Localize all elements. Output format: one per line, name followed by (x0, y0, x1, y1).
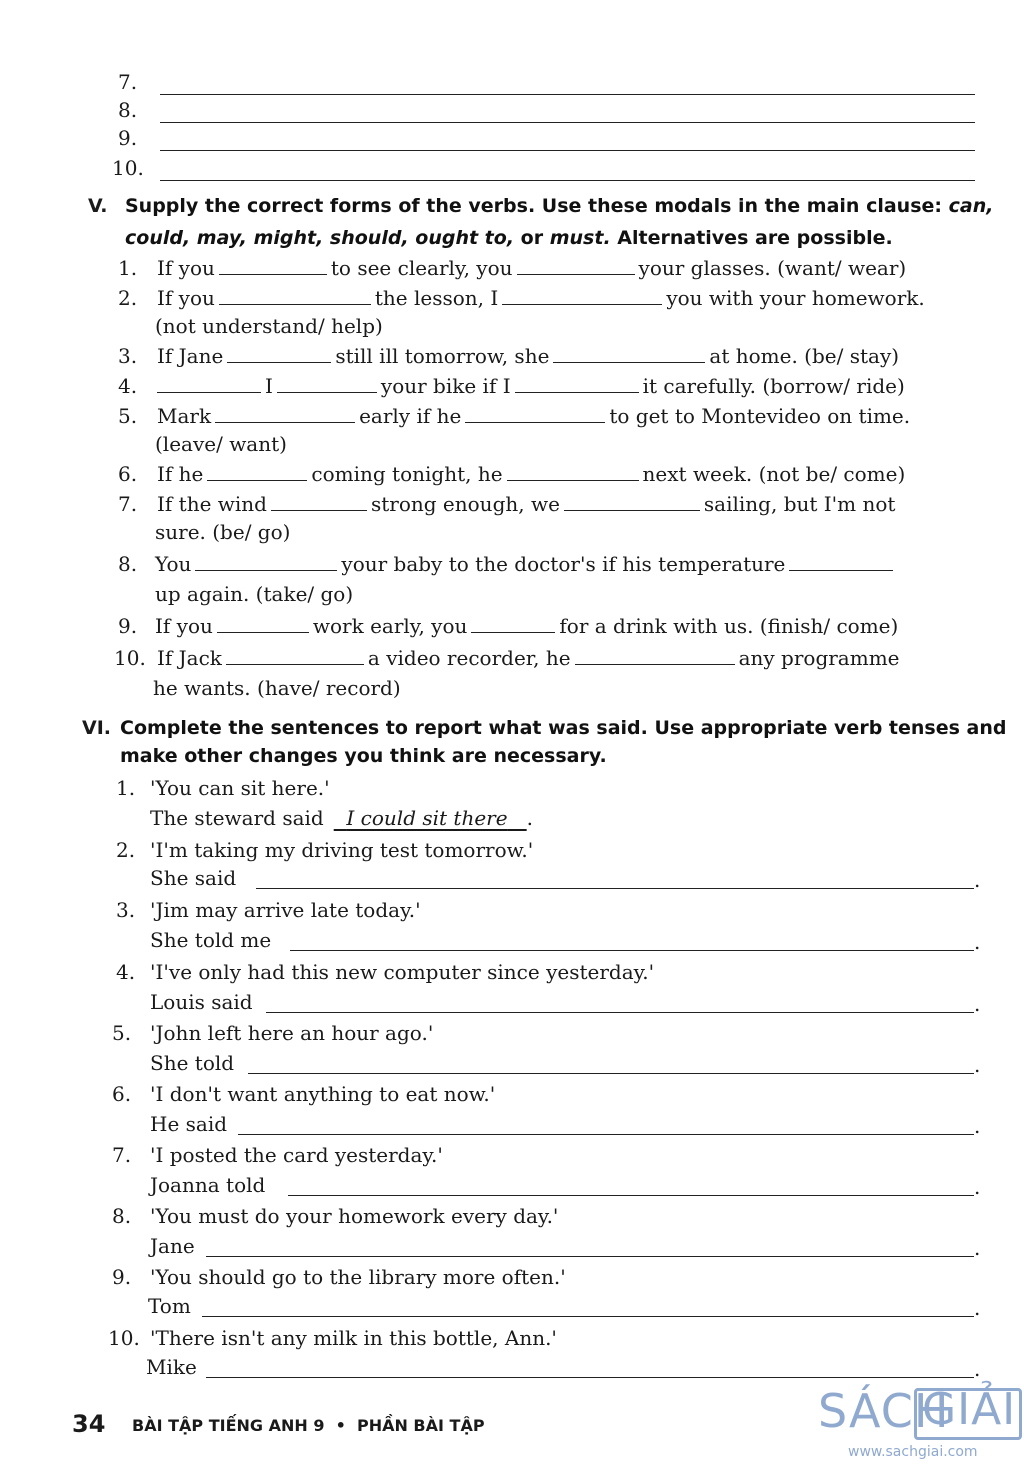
answer-line[interactable] (202, 1316, 974, 1317)
period: . (974, 1114, 981, 1138)
answer-line[interactable] (206, 1256, 974, 1257)
exercise-item: If you work early, you for a drink with us. (finish/ come) (155, 614, 899, 638)
period: . (974, 1236, 981, 1260)
instruction-modals: could, may, might, should, ought to, (125, 227, 515, 249)
exercise-item: You your baby to the doctor's if his temperature (155, 552, 897, 576)
item-number: 10. (108, 1326, 140, 1350)
period: . (974, 1053, 981, 1077)
instruction-modal: must. (549, 227, 611, 249)
item-number: 9. (118, 614, 138, 638)
item-number: 8. (118, 552, 138, 576)
answer-line[interactable] (238, 1134, 974, 1135)
answer-blank[interactable] (219, 304, 371, 305)
section-instruction (125, 224, 893, 252)
item-number: 4. (116, 960, 136, 984)
answer-line (160, 150, 975, 151)
item-number: 2. (118, 286, 138, 310)
report-lead: Mike (146, 1355, 197, 1379)
page-number: 34 (72, 1410, 106, 1438)
answer-blank[interactable] (564, 510, 700, 511)
item-number: 9. (112, 1265, 132, 1289)
answer-line[interactable] (206, 1377, 974, 1378)
answer-line-number: 9. (118, 126, 138, 150)
report-lead: He said (150, 1112, 228, 1136)
answer-line-number: 7. (118, 70, 138, 94)
exercise-item: If Jane still ill tomorrow, she at home. (be/ stay) (157, 344, 900, 368)
answer-blank[interactable] (157, 392, 261, 393)
answer-line[interactable] (288, 1195, 974, 1196)
item-number: 1. (118, 256, 138, 280)
answer-blank[interactable] (207, 480, 307, 481)
item-number: 2. (116, 838, 136, 862)
answer-line (160, 180, 975, 181)
item-continuation: (not understand/ help) (155, 314, 383, 338)
answer-blank[interactable] (515, 392, 639, 393)
answer-blank[interactable] (789, 570, 893, 571)
answer-line[interactable] (290, 950, 974, 951)
answer-line[interactable] (248, 1073, 974, 1074)
answer-line[interactable] (266, 1012, 974, 1013)
item-number: 3. (118, 344, 138, 368)
period: . (974, 930, 981, 954)
exercise-item: If you to see clearly, you your glasses. (want/ wear) (157, 256, 907, 280)
period: . (974, 992, 981, 1016)
answer-line-number: 8. (118, 98, 138, 122)
report-lead: She told (150, 1051, 235, 1075)
report-lead: Joanna told (150, 1173, 266, 1197)
item-continuation: he wants. (have/ record) (153, 676, 401, 700)
answer-blank[interactable] (465, 422, 605, 423)
item-number: 6. (112, 1082, 132, 1106)
quote-text: 'You should go to the library more often.' (150, 1265, 566, 1289)
item-number: 4. (118, 374, 138, 398)
exercise-item: If Jack a video recorder, he any programme (157, 646, 900, 670)
report-lead: She said (150, 866, 237, 890)
period: . (974, 1175, 981, 1199)
report-lead: Jane (150, 1234, 195, 1258)
item-number: 3. (116, 898, 136, 922)
report-line: The steward said I could sit there . (150, 806, 534, 830)
item-continuation: sure. (be/ go) (155, 520, 291, 544)
answer-line[interactable] (256, 888, 974, 889)
item-number: 6. (118, 462, 138, 486)
instruction-text: Supply the correct forms of the verbs. Use these modals in the main clause: (125, 195, 942, 217)
answer-blank[interactable] (277, 392, 377, 393)
period: . (974, 1296, 981, 1320)
item-continuation: up again. (take/ go) (155, 582, 354, 606)
answer-blank[interactable] (271, 510, 367, 511)
report-lead: Tom (148, 1294, 191, 1318)
book-title: BÀI TẬP TIẾNG ANH 9 • PHẦN BÀI TẬP (132, 1416, 485, 1435)
item-number: 5. (118, 404, 138, 428)
report-lead: She told me (150, 928, 272, 952)
quote-text: 'I'm taking my driving test tomorrow.' (150, 838, 534, 862)
watermark-url: www.sachgiai.com (848, 1444, 978, 1460)
item-number: 8. (112, 1204, 132, 1228)
exercise-item: If he coming tonight, he next week. (not be/ come) (157, 462, 906, 486)
exercise-item: If you the lesson, I you with your homework. (157, 286, 925, 310)
quote-text: 'There isn't any milk in this bottle, Ann.' (150, 1326, 557, 1350)
answer-blank[interactable] (507, 480, 639, 481)
instruction-text: Alternatives are possible. (617, 227, 893, 249)
section-instruction (125, 192, 993, 220)
answer-blank[interactable] (215, 422, 355, 423)
answer-blank[interactable] (217, 632, 309, 633)
exercise-item: I your bike if I it carefully. (borrow/ ride) (157, 374, 905, 398)
quote-text: 'I don't want anything to eat now.' (150, 1082, 496, 1106)
answer-blank[interactable] (219, 274, 327, 275)
answer-blank[interactable] (575, 664, 735, 665)
bullet: • (335, 1416, 346, 1435)
period: . (974, 1357, 981, 1381)
answer-line (160, 122, 975, 123)
watermark-brand-right: GIẢI (922, 1384, 1017, 1435)
exercise-item: If the wind strong enough, we sailing, but I'm not (157, 492, 896, 516)
answer-blank[interactable] (195, 570, 337, 571)
item-number: 7. (112, 1143, 132, 1167)
quote-text: 'You must do your homework every day.' (150, 1204, 559, 1228)
answer-blank[interactable] (502, 304, 662, 305)
item-number: 10. (114, 646, 146, 670)
answer-blank[interactable] (227, 362, 331, 363)
section-instruction: make other changes you think are necessary. (120, 745, 607, 767)
exercise-item: Mark early if he to get to Montevideo on time. (157, 404, 911, 428)
item-number: 7. (118, 492, 138, 516)
answer-blank[interactable] (226, 664, 364, 665)
quote-text: 'You can sit here.' (150, 776, 330, 800)
period: . (974, 868, 981, 892)
item-number: 1. (116, 776, 136, 800)
answer-line (160, 94, 975, 95)
quote-text: 'Jim may arrive late today.' (150, 898, 421, 922)
section-number: V. (88, 195, 108, 217)
answer-blank[interactable] (517, 274, 635, 275)
section-instruction: Complete the sentences to report what was said. Use appropriate verb tenses and (120, 717, 1007, 739)
answer-line-number: 10. (112, 156, 144, 180)
section-number: VI. (82, 717, 111, 739)
quote-text: 'John left here an hour ago.' (150, 1021, 434, 1045)
instruction-text: or (520, 227, 544, 249)
quote-text: 'I've only had this new computer since yesterday.' (150, 960, 655, 984)
example-answer: I could sit there (346, 806, 508, 830)
answer-blank[interactable] (553, 362, 705, 363)
answer-blank[interactable] (471, 632, 555, 633)
instruction-modal: can, (948, 195, 994, 217)
report-lead: Louis said (150, 990, 253, 1014)
watermark-brand-left: SÁCH (818, 1384, 950, 1438)
item-number: 5. (112, 1021, 132, 1045)
item-continuation: (leave/ want) (155, 432, 287, 456)
quote-text: 'I posted the card yesterday.' (150, 1143, 443, 1167)
